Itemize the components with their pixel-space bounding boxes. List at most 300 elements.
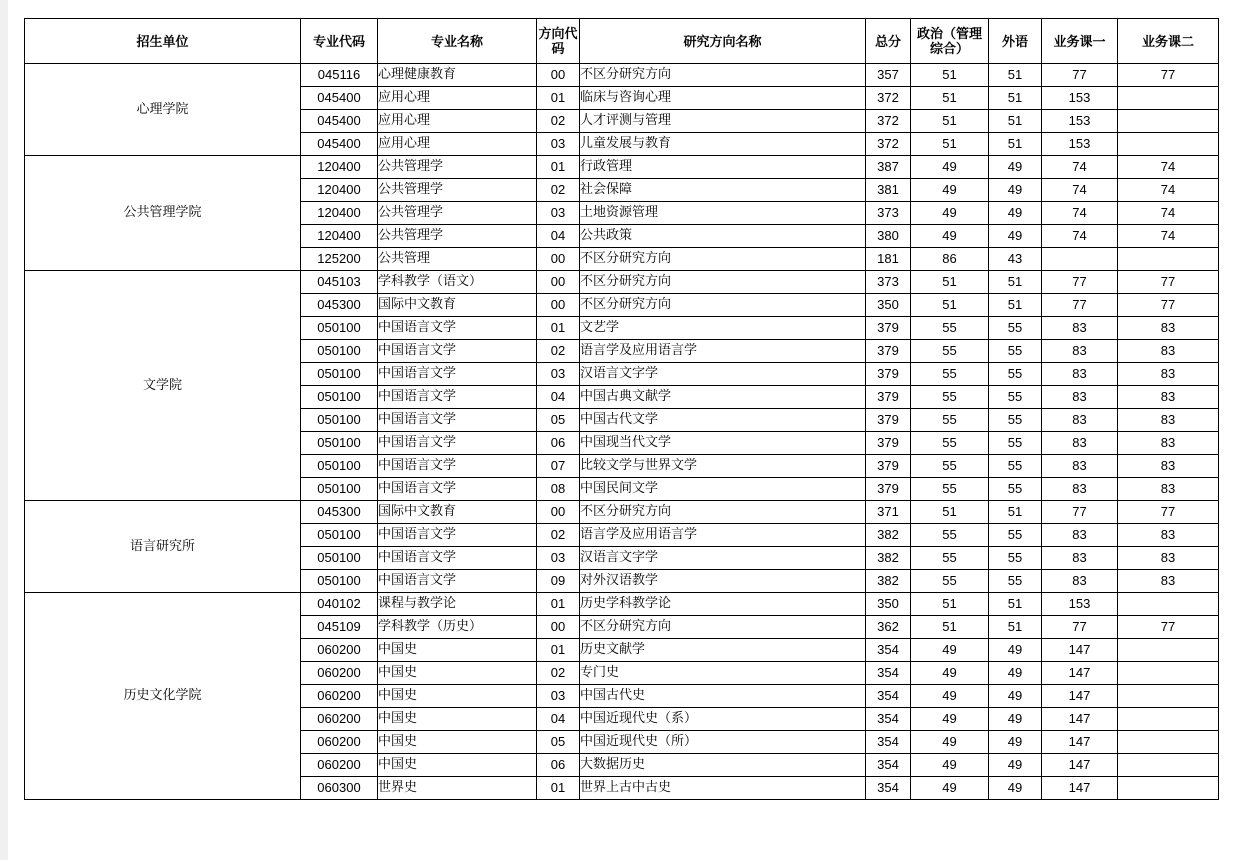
cell-total-score: 379: [866, 363, 911, 386]
cell-direction-code: 01: [537, 777, 580, 800]
cell-direction-name: 中国古代史: [580, 685, 866, 708]
cell-course-1-score: 74: [1042, 225, 1118, 248]
cell-foreign-language-score: 51: [989, 64, 1042, 87]
cell-politics-score: 55: [911, 386, 989, 409]
cell-foreign-language-score: 55: [989, 432, 1042, 455]
cell-foreign-language-score: 55: [989, 317, 1042, 340]
cell-course-1-score: 74: [1042, 202, 1118, 225]
cell-course-2-score: 83: [1118, 409, 1219, 432]
cell-total-score: 357: [866, 64, 911, 87]
cell-major-code: 060200: [301, 662, 378, 685]
cell-course-1-score: 74: [1042, 179, 1118, 202]
cell-major-name: 课程与教学论: [378, 593, 537, 616]
cell-course-1-score: 147: [1042, 639, 1118, 662]
cell-major-name: 应用心理: [378, 110, 537, 133]
cell-direction-code: 06: [537, 754, 580, 777]
cell-major-name: 公共管理学: [378, 179, 537, 202]
cell-admission-unit: 历史文化学院: [25, 593, 301, 800]
cell-course-1-score: 83: [1042, 363, 1118, 386]
cell-direction-name: 大数据历史: [580, 754, 866, 777]
cell-course-1-score: 153: [1042, 133, 1118, 156]
cell-politics-score: 51: [911, 294, 989, 317]
cell-course-2-score: [1118, 754, 1219, 777]
cell-foreign-language-score: 49: [989, 685, 1042, 708]
cell-major-code: 050100: [301, 524, 378, 547]
cell-course-2-score: 77: [1118, 271, 1219, 294]
cell-politics-score: 51: [911, 110, 989, 133]
cell-major-name: 中国史: [378, 639, 537, 662]
cell-course-1-score: 83: [1042, 570, 1118, 593]
cell-direction-code: 02: [537, 340, 580, 363]
cell-foreign-language-score: 43: [989, 248, 1042, 271]
cell-major-code: 045109: [301, 616, 378, 639]
cell-direction-name: 比较文学与世界文学: [580, 455, 866, 478]
cell-course-1-score: 153: [1042, 87, 1118, 110]
cell-foreign-language-score: 51: [989, 133, 1042, 156]
header-foreign-language: 外语: [989, 19, 1042, 64]
cell-direction-code: 04: [537, 225, 580, 248]
cell-direction-name: 社会保障: [580, 179, 866, 202]
cell-course-2-score: 77: [1118, 501, 1219, 524]
cell-major-name: 中国史: [378, 662, 537, 685]
cell-total-score: 387: [866, 156, 911, 179]
cell-course-2-score: 83: [1118, 386, 1219, 409]
cell-foreign-language-score: 49: [989, 202, 1042, 225]
header-course-1: 业务课一: [1042, 19, 1118, 64]
cell-course-2-score: 74: [1118, 179, 1219, 202]
cell-total-score: 362: [866, 616, 911, 639]
cell-course-1-score: 83: [1042, 432, 1118, 455]
cell-foreign-language-score: 49: [989, 708, 1042, 731]
cell-major-name: 国际中文教育: [378, 501, 537, 524]
cell-politics-score: 49: [911, 754, 989, 777]
cell-direction-code: 07: [537, 455, 580, 478]
cell-politics-score: 55: [911, 547, 989, 570]
cell-total-score: 372: [866, 87, 911, 110]
cell-major-code: 045400: [301, 133, 378, 156]
cell-total-score: 181: [866, 248, 911, 271]
cell-course-1-score: 77: [1042, 616, 1118, 639]
cell-foreign-language-score: 55: [989, 340, 1042, 363]
cell-major-code: 120400: [301, 156, 378, 179]
cell-course-1-score: 147: [1042, 754, 1118, 777]
cell-course-1-score: 147: [1042, 777, 1118, 800]
cell-direction-code: 00: [537, 64, 580, 87]
cell-course-1-score: 83: [1042, 386, 1118, 409]
cell-total-score: 379: [866, 340, 911, 363]
cell-major-name: 中国语言文学: [378, 409, 537, 432]
cell-politics-score: 51: [911, 87, 989, 110]
cell-total-score: 350: [866, 593, 911, 616]
cell-total-score: 373: [866, 202, 911, 225]
cell-foreign-language-score: 51: [989, 501, 1042, 524]
cell-major-name: 学科教学（语文）: [378, 271, 537, 294]
cell-direction-name: 中国现当代文学: [580, 432, 866, 455]
cell-major-name: 公共管理: [378, 248, 537, 271]
cell-direction-code: 01: [537, 156, 580, 179]
table-row: [25, 593, 1219, 616]
header-major-code: 专业代码: [301, 19, 378, 64]
cell-major-name: 中国史: [378, 731, 537, 754]
cell-direction-name: 临床与咨询心理: [580, 87, 866, 110]
cell-major-name: 中国语言文学: [378, 547, 537, 570]
cell-foreign-language-score: 49: [989, 225, 1042, 248]
cell-direction-name: 行政管理: [580, 156, 866, 179]
cell-course-2-score: 83: [1118, 547, 1219, 570]
cell-course-1-score: 77: [1042, 271, 1118, 294]
cell-major-name: 学科教学（历史）: [378, 616, 537, 639]
cell-major-code: 050100: [301, 570, 378, 593]
cell-major-code: 050100: [301, 547, 378, 570]
cell-course-2-score: 83: [1118, 455, 1219, 478]
cell-direction-name: 儿童发展与教育: [580, 133, 866, 156]
cell-total-score: 381: [866, 179, 911, 202]
table-body: [25, 64, 1219, 800]
cell-course-1-score: 153: [1042, 593, 1118, 616]
cell-politics-score: 51: [911, 64, 989, 87]
table-header-row: [25, 19, 1219, 64]
cell-course-2-score: [1118, 777, 1219, 800]
cell-major-code: 050100: [301, 340, 378, 363]
cell-total-score: 379: [866, 317, 911, 340]
cell-admission-unit: 心理学院: [25, 64, 301, 156]
cell-direction-name: 不区分研究方向: [580, 616, 866, 639]
cell-politics-score: 51: [911, 616, 989, 639]
cell-politics-score: 51: [911, 593, 989, 616]
cell-major-name: 应用心理: [378, 87, 537, 110]
cell-politics-score: 49: [911, 685, 989, 708]
cell-course-1-score: 83: [1042, 524, 1118, 547]
cell-politics-score: 55: [911, 317, 989, 340]
cell-major-code: 060200: [301, 639, 378, 662]
cell-major-name: 公共管理学: [378, 156, 537, 179]
cell-direction-name: 不区分研究方向: [580, 271, 866, 294]
cell-course-1-score: 74: [1042, 156, 1118, 179]
cell-direction-code: 01: [537, 639, 580, 662]
cell-politics-score: 55: [911, 363, 989, 386]
cell-direction-code: 00: [537, 248, 580, 271]
cell-course-2-score: [1118, 731, 1219, 754]
cell-total-score: 373: [866, 271, 911, 294]
cell-course-2-score: 74: [1118, 225, 1219, 248]
cell-politics-score: 51: [911, 501, 989, 524]
cell-total-score: 379: [866, 478, 911, 501]
cell-politics-score: 55: [911, 570, 989, 593]
cell-foreign-language-score: 51: [989, 110, 1042, 133]
cell-major-code: 125200: [301, 248, 378, 271]
cell-major-code: 045400: [301, 87, 378, 110]
cell-course-1-score: 77: [1042, 294, 1118, 317]
cell-course-1-score: 153: [1042, 110, 1118, 133]
cell-direction-name: 语言学及应用语言学: [580, 524, 866, 547]
cell-course-2-score: 77: [1118, 64, 1219, 87]
cell-direction-code: 00: [537, 616, 580, 639]
cell-major-name: 中国语言文学: [378, 478, 537, 501]
cell-direction-code: 02: [537, 179, 580, 202]
cell-admission-unit: 公共管理学院: [25, 156, 301, 271]
cell-direction-code: 05: [537, 731, 580, 754]
cell-total-score: 350: [866, 294, 911, 317]
header-course-2: 业务课二: [1118, 19, 1219, 64]
cell-foreign-language-score: 55: [989, 455, 1042, 478]
cell-major-name: 中国史: [378, 708, 537, 731]
cell-direction-name: 公共政策: [580, 225, 866, 248]
cell-major-name: 中国语言文学: [378, 317, 537, 340]
cell-direction-name: 汉语言文字学: [580, 363, 866, 386]
cell-course-2-score: 74: [1118, 156, 1219, 179]
spreadsheet-page: [8, 0, 1233, 860]
cell-total-score: 354: [866, 731, 911, 754]
cell-total-score: 371: [866, 501, 911, 524]
cell-foreign-language-score: 55: [989, 570, 1042, 593]
cell-total-score: 380: [866, 225, 911, 248]
cell-admission-unit: 文学院: [25, 271, 301, 501]
cell-major-code: 050100: [301, 386, 378, 409]
cell-politics-score: 49: [911, 731, 989, 754]
cell-direction-code: 01: [537, 593, 580, 616]
cell-direction-code: 08: [537, 478, 580, 501]
header-major-name: 专业名称: [378, 19, 537, 64]
cell-total-score: 354: [866, 639, 911, 662]
cell-direction-name: 土地资源管理: [580, 202, 866, 225]
cell-major-name: 世界史: [378, 777, 537, 800]
cell-course-2-score: [1118, 593, 1219, 616]
cell-politics-score: 49: [911, 639, 989, 662]
cell-total-score: 379: [866, 432, 911, 455]
cell-direction-code: 04: [537, 708, 580, 731]
cell-course-2-score: [1118, 639, 1219, 662]
cell-foreign-language-score: 49: [989, 179, 1042, 202]
cell-direction-code: 00: [537, 294, 580, 317]
cell-major-code: 050100: [301, 455, 378, 478]
cell-major-name: 中国语言文学: [378, 340, 537, 363]
cell-foreign-language-score: 51: [989, 294, 1042, 317]
cell-direction-code: 01: [537, 317, 580, 340]
cell-direction-name: 历史文献学: [580, 639, 866, 662]
cell-foreign-language-score: 49: [989, 754, 1042, 777]
cell-total-score: 379: [866, 455, 911, 478]
cell-foreign-language-score: 49: [989, 777, 1042, 800]
cell-foreign-language-score: 51: [989, 87, 1042, 110]
cell-total-score: 379: [866, 386, 911, 409]
cell-major-code: 045116: [301, 64, 378, 87]
cell-direction-name: 中国古代文学: [580, 409, 866, 432]
cell-admission-unit: 语言研究所: [25, 501, 301, 593]
cell-foreign-language-score: 51: [989, 271, 1042, 294]
cell-politics-score: 49: [911, 225, 989, 248]
cell-total-score: 354: [866, 754, 911, 777]
cell-course-2-score: 83: [1118, 317, 1219, 340]
cell-foreign-language-score: 55: [989, 478, 1042, 501]
cell-foreign-language-score: 55: [989, 363, 1042, 386]
cell-major-name: 国际中文教育: [378, 294, 537, 317]
cell-foreign-language-score: 55: [989, 547, 1042, 570]
cell-course-1-score: 83: [1042, 547, 1118, 570]
cell-direction-name: 中国古典文献学: [580, 386, 866, 409]
cell-major-code: 050100: [301, 409, 378, 432]
cell-total-score: 382: [866, 547, 911, 570]
cell-major-code: 050100: [301, 317, 378, 340]
cell-direction-code: 05: [537, 409, 580, 432]
cell-direction-name: 不区分研究方向: [580, 501, 866, 524]
header-unit: 招生单位: [25, 19, 301, 64]
cell-foreign-language-score: 55: [989, 524, 1042, 547]
header-direction-name: 研究方向名称: [580, 19, 866, 64]
cell-course-1-score: 83: [1042, 340, 1118, 363]
cell-major-code: 120400: [301, 225, 378, 248]
cell-major-name: 中国语言文学: [378, 363, 537, 386]
cell-direction-code: 02: [537, 662, 580, 685]
cell-direction-name: 专门史: [580, 662, 866, 685]
cell-major-code: 060200: [301, 708, 378, 731]
cell-direction-name: 世界上古中古史: [580, 777, 866, 800]
cell-course-1-score: 147: [1042, 662, 1118, 685]
cell-politics-score: 55: [911, 432, 989, 455]
cell-foreign-language-score: 55: [989, 409, 1042, 432]
cell-major-name: 中国语言文学: [378, 386, 537, 409]
cell-direction-name: 汉语言文字学: [580, 547, 866, 570]
cell-direction-name: 中国近现代史（系）: [580, 708, 866, 731]
cell-course-2-score: [1118, 133, 1219, 156]
cell-major-name: 中国语言文学: [378, 455, 537, 478]
cell-course-2-score: [1118, 708, 1219, 731]
cell-course-2-score: 83: [1118, 478, 1219, 501]
cell-direction-code: 03: [537, 363, 580, 386]
cell-total-score: 354: [866, 777, 911, 800]
cell-course-2-score: [1118, 685, 1219, 708]
cell-course-2-score: 83: [1118, 570, 1219, 593]
cell-direction-code: 02: [537, 524, 580, 547]
cell-politics-score: 49: [911, 179, 989, 202]
cell-major-code: 045103: [301, 271, 378, 294]
cell-course-2-score: 83: [1118, 432, 1219, 455]
cell-politics-score: 51: [911, 133, 989, 156]
cell-direction-code: 00: [537, 271, 580, 294]
cell-politics-score: 55: [911, 340, 989, 363]
cell-course-2-score: [1118, 662, 1219, 685]
cell-politics-score: 49: [911, 662, 989, 685]
table-row: [25, 156, 1219, 179]
cell-major-code: 060200: [301, 731, 378, 754]
cell-direction-code: 01: [537, 87, 580, 110]
cell-total-score: 354: [866, 708, 911, 731]
cell-course-2-score: 74: [1118, 202, 1219, 225]
cell-course-1-score: 83: [1042, 317, 1118, 340]
cell-direction-name: 中国民间文学: [580, 478, 866, 501]
cell-course-2-score: 83: [1118, 363, 1219, 386]
cell-direction-code: 02: [537, 110, 580, 133]
cell-course-2-score: 83: [1118, 524, 1219, 547]
cell-major-code: 045300: [301, 294, 378, 317]
cell-total-score: 372: [866, 133, 911, 156]
cell-course-2-score: [1118, 87, 1219, 110]
cell-major-code: 040102: [301, 593, 378, 616]
cell-direction-code: 03: [537, 547, 580, 570]
cell-direction-code: 06: [537, 432, 580, 455]
cell-major-name: 中国史: [378, 754, 537, 777]
cell-politics-score: 49: [911, 202, 989, 225]
cell-course-2-score: [1118, 110, 1219, 133]
cell-major-code: 050100: [301, 478, 378, 501]
cell-foreign-language-score: 51: [989, 616, 1042, 639]
header-politics: 政治（管理综合）: [911, 19, 989, 64]
cell-course-2-score: 83: [1118, 340, 1219, 363]
cell-major-name: 中国史: [378, 685, 537, 708]
cell-direction-code: 03: [537, 685, 580, 708]
cell-politics-score: 55: [911, 478, 989, 501]
cell-total-score: 379: [866, 409, 911, 432]
cell-major-code: 050100: [301, 363, 378, 386]
cell-course-1-score: 83: [1042, 409, 1118, 432]
cell-course-1-score: 83: [1042, 478, 1118, 501]
cell-major-code: 060200: [301, 754, 378, 777]
cell-direction-code: 03: [537, 133, 580, 156]
table-row: [25, 64, 1219, 87]
cell-course-1-score: 147: [1042, 708, 1118, 731]
cell-foreign-language-score: 55: [989, 386, 1042, 409]
cell-direction-code: 00: [537, 501, 580, 524]
cell-total-score: 372: [866, 110, 911, 133]
cell-major-name: 应用心理: [378, 133, 537, 156]
header-total: 总分: [866, 19, 911, 64]
cell-major-name: 中国语言文学: [378, 432, 537, 455]
cell-total-score: 354: [866, 685, 911, 708]
cell-major-name: 中国语言文学: [378, 570, 537, 593]
cell-major-code: 120400: [301, 202, 378, 225]
cell-politics-score: 55: [911, 455, 989, 478]
cell-direction-name: 语言学及应用语言学: [580, 340, 866, 363]
cell-direction-code: 03: [537, 202, 580, 225]
cell-course-1-score: 77: [1042, 501, 1118, 524]
cell-course-2-score: [1118, 248, 1219, 271]
cell-foreign-language-score: 49: [989, 662, 1042, 685]
cell-direction-code: 09: [537, 570, 580, 593]
cell-total-score: 382: [866, 524, 911, 547]
cell-course-1-score: 77: [1042, 64, 1118, 87]
cell-major-code: 050100: [301, 432, 378, 455]
table-row: [25, 501, 1219, 524]
cell-major-name: 心理健康教育: [378, 64, 537, 87]
cell-course-2-score: 77: [1118, 294, 1219, 317]
cell-direction-name: 不区分研究方向: [580, 248, 866, 271]
cell-foreign-language-score: 51: [989, 593, 1042, 616]
cell-direction-name: 人才评测与管理: [580, 110, 866, 133]
cell-foreign-language-score: 49: [989, 639, 1042, 662]
admission-score-table: [24, 18, 1219, 800]
cell-major-name: 中国语言文学: [378, 524, 537, 547]
cell-politics-score: 49: [911, 156, 989, 179]
cell-politics-score: 55: [911, 524, 989, 547]
cell-total-score: 382: [866, 570, 911, 593]
cell-direction-name: 历史学科教学论: [580, 593, 866, 616]
cell-foreign-language-score: 49: [989, 731, 1042, 754]
cell-major-code: 060200: [301, 685, 378, 708]
cell-direction-code: 04: [537, 386, 580, 409]
cell-major-code: 045300: [301, 501, 378, 524]
table-row: [25, 271, 1219, 294]
cell-politics-score: 55: [911, 409, 989, 432]
cell-major-code: 045400: [301, 110, 378, 133]
cell-politics-score: 51: [911, 271, 989, 294]
cell-politics-score: 86: [911, 248, 989, 271]
cell-politics-score: 49: [911, 708, 989, 731]
cell-course-1-score: 83: [1042, 455, 1118, 478]
cell-course-1-score: 147: [1042, 685, 1118, 708]
cell-course-2-score: 77: [1118, 616, 1219, 639]
cell-direction-name: 不区分研究方向: [580, 294, 866, 317]
cell-major-code: 120400: [301, 179, 378, 202]
cell-course-1-score: 147: [1042, 731, 1118, 754]
